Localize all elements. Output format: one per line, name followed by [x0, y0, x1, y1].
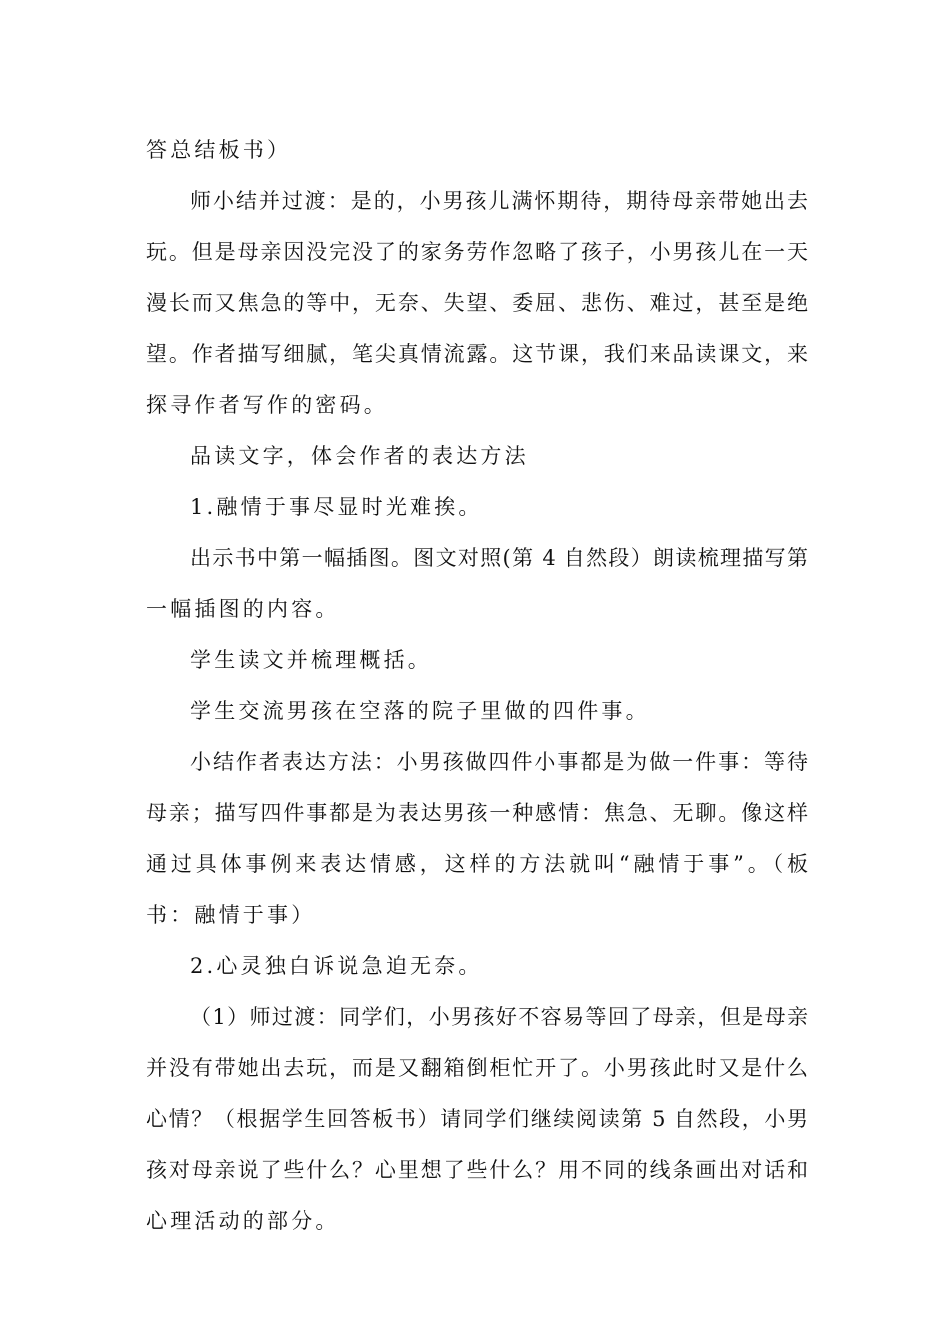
text-line: 心情？（根据学生回答板书）请同学们继续阅读第 5 自然段，小男 — [146, 1107, 808, 1131]
text-line: 通过具体事例来表达情感，这样的方法就叫“融情于事”。（板 — [146, 852, 808, 876]
text-line: 漫长而又焦急的等中，无奈、失望、委屈、悲伤、难过，甚至是绝 — [146, 291, 808, 315]
text-line: 答总结板书） — [146, 138, 292, 162]
text-line: 学生交流男孩在空落的院子里做的四件事。 — [190, 699, 650, 723]
text-line: 学生读文并梳理概括。 — [190, 648, 432, 672]
text-line: 母亲；描写四件事都是为表达男孩一种感情：焦急、无聊。像这样 — [146, 801, 808, 825]
section-heading: 品读文字，体会作者的表达方法 — [190, 444, 529, 468]
text-line: 书：融情于事） — [146, 903, 316, 927]
text-line: （1）师过渡：同学们，小男孩好不容易等回了母亲，但是母亲 — [190, 1005, 808, 1029]
text-line: 一幅插图的内容。 — [146, 597, 340, 621]
text-line: 孩对母亲说了些什么？心里想了些什么？用不同的线条画出对话和 — [146, 1158, 808, 1182]
text-line: 出示书中第一幅插图。图文对照(第 4 自然段）朗读梳理描写第 — [190, 546, 808, 570]
subsection-heading: 2.心灵独白诉说急迫无奈。 — [190, 954, 483, 978]
text-line: 小结作者表达方法：小男孩做四件小事都是为做一件事：等待 — [190, 750, 808, 774]
text-line: 师小结并过渡：是的，小男孩儿满怀期待，期待母亲带她出去 — [190, 189, 808, 213]
text-line: 玩。但是母亲因没完没了的家务劳作忽略了孩子，小男孩儿在一天 — [146, 240, 808, 264]
text-line: 望。作者描写细腻，笔尖真情流露。这节课，我们来品读课文，来 — [146, 342, 808, 366]
text-line: 心理活动的部分。 — [146, 1209, 340, 1233]
text-line: 探寻作者写作的密码。 — [146, 393, 388, 417]
text-line: 并没有带她出去玩，而是又翻箱倒柜忙开了。小男孩此时又是什么 — [146, 1056, 808, 1080]
subsection-heading: 1.融情于事尽显时光难挨。 — [190, 495, 483, 519]
